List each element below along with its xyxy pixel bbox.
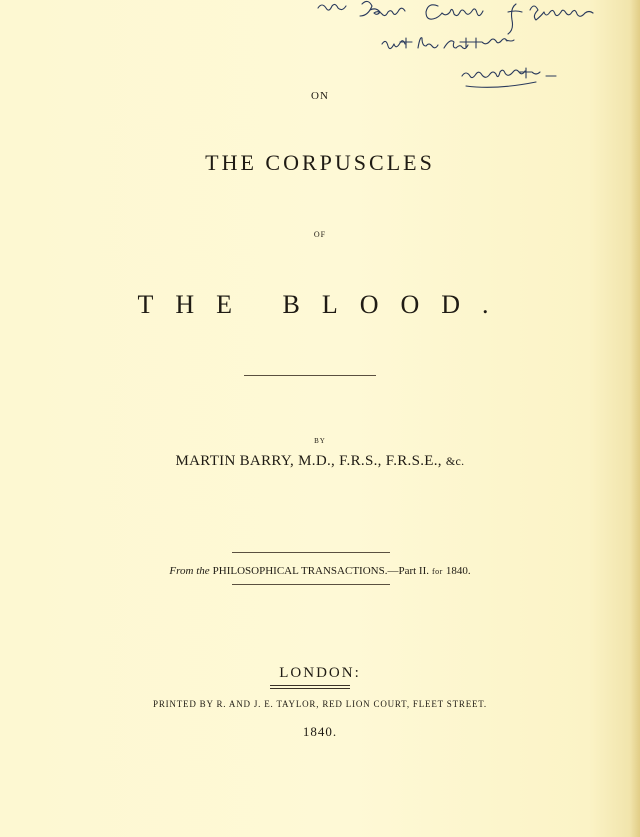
- imprint-city: LONDON:: [279, 665, 361, 681]
- source-from: From the: [169, 565, 210, 577]
- source-line: [0, 563, 640, 578]
- divider-rule-3: [232, 584, 390, 585]
- of-word: OF: [313, 230, 327, 239]
- imprint-year: 1840.: [302, 724, 338, 739]
- handwritten-inscription: [310, 0, 640, 100]
- source-for: for: [432, 567, 443, 576]
- source-part: Part II.: [398, 565, 429, 577]
- inscription-handwriting-icon: [310, 0, 640, 100]
- author-name: MARTIN BARRY, M.D., F.R.S., F.R.S.E.,: [175, 453, 442, 469]
- page-edge: [630, 0, 640, 837]
- imprint-printer: PRINTED BY R. AND J. E. TAYLOR, RED LION COURT, FLEET STREET.: [153, 699, 487, 709]
- divider-rule-1: [244, 375, 376, 376]
- title-line-1: THE CORPUSCLES: [205, 150, 435, 175]
- author-line: [0, 453, 640, 470]
- source-year: 1840.: [445, 565, 471, 577]
- divider-rule-2: [232, 552, 390, 553]
- title-line-2: THE BLOOD.: [137, 290, 511, 319]
- source-journal: PHILOSOPHICAL TRANSACTIONS.—: [212, 565, 399, 577]
- imprint-city-underline: [270, 685, 350, 689]
- author-suffix: &c.: [445, 454, 465, 468]
- on-word: ON: [311, 90, 329, 102]
- by-word: BY: [314, 437, 326, 445]
